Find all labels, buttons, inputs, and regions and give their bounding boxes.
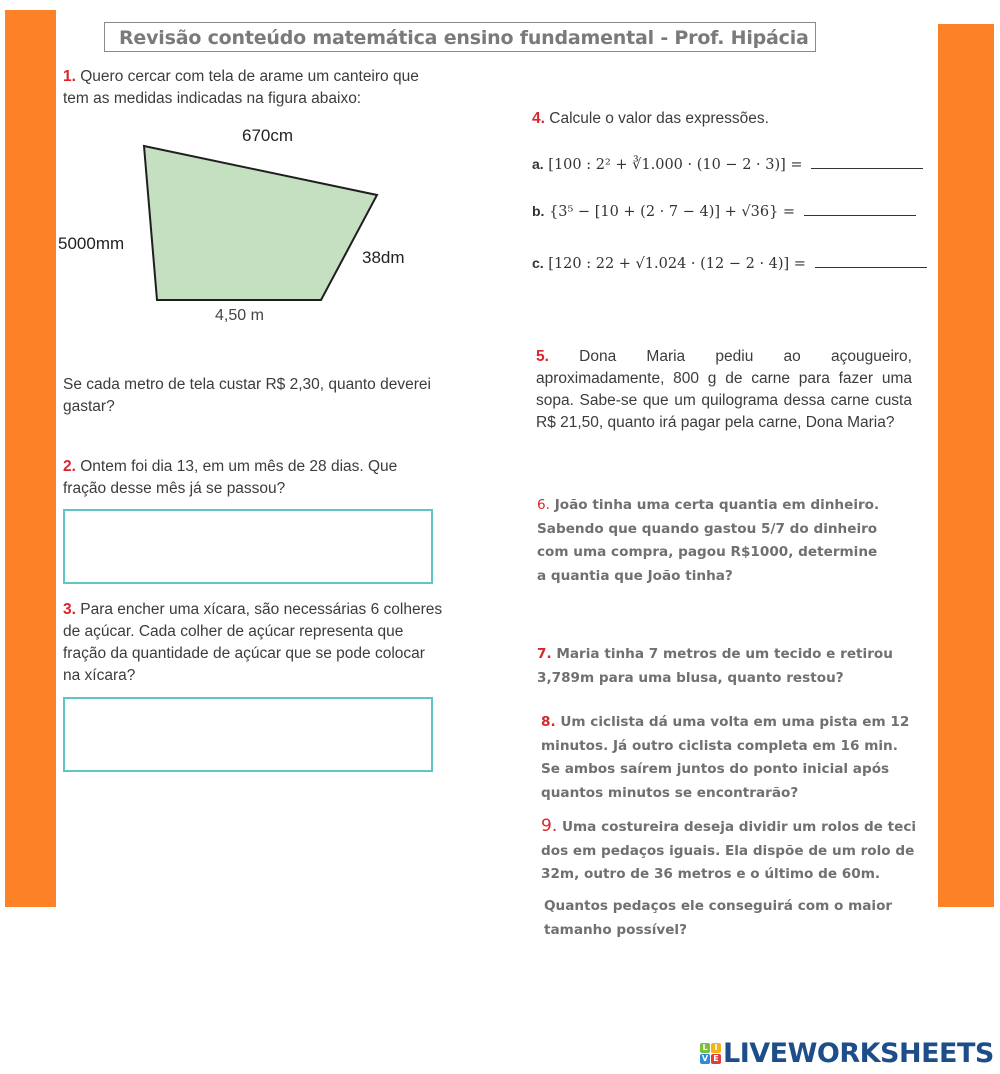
- question-number: 3.: [63, 601, 76, 618]
- question-number: 9.: [541, 816, 558, 836]
- question-number: 4.: [532, 110, 545, 127]
- question-text: Quero cercar com tela de arame um canteiro que tem as medidas indicadas na figura abaixo:: [63, 68, 419, 107]
- figure-label-left: 5000mm: [58, 234, 125, 253]
- expression-text: {3⁵ − [10 + (2 · 7 − 4)] + √36} =: [549, 204, 796, 220]
- answer-box-q2[interactable]: [63, 509, 433, 584]
- liveworksheets-logo[interactable]: [700, 1038, 994, 1068]
- expression-c: [532, 255, 927, 272]
- question-line: dos em pedaços iguais. Ela dispõe de um rolo de: [541, 842, 915, 859]
- logo-block-i: I: [711, 1043, 721, 1053]
- question-6: [537, 494, 917, 588]
- answer-blank-b[interactable]: [804, 215, 916, 216]
- question-line: 3,789m para uma blusa, quanto restou?: [537, 669, 844, 686]
- question-9-continuation: [544, 895, 944, 942]
- expression-label: c.: [532, 255, 544, 271]
- question-text: Dona Maria pediu ao açougueiro, aproximadamente, 800 g de carne para fazer uma sopa. Sabe-se que um quilograma dessa carne custa R$ 21,50, quanto irá pagar pela carne, Dona Maria?: [536, 348, 912, 431]
- question-line: Maria tinha 7 metros de um tecido e retirou: [556, 646, 893, 662]
- expression-label: b.: [532, 203, 545, 219]
- question-text: Para encher uma xícara, são necessárias 6 colheres de açúcar. Cada colher de açúcar representa que fração da quantidade de açúcar que se pode colocar na xícara?: [63, 601, 443, 684]
- expression-label: a.: [532, 156, 544, 172]
- answer-blank-a[interactable]: [811, 168, 923, 169]
- question-number: 5.: [536, 348, 549, 365]
- figure-label-bottom: 4,50 m: [215, 307, 264, 324]
- question-number: 6.: [537, 497, 550, 513]
- question-2: [63, 456, 443, 500]
- answer-box-q3[interactable]: [63, 697, 433, 772]
- expression-text: [120 : 22 + √1.024 · (12 − 2 · 4)] =: [548, 256, 806, 272]
- question-text: Calcule o valor das expressões.: [549, 110, 769, 127]
- logo-block-l: L: [700, 1043, 710, 1053]
- question-5: [536, 346, 912, 434]
- question-4: [532, 108, 769, 130]
- expression-text: [100 : 2² + ∛1.000 · (10 − 2 · 3)] =: [548, 157, 803, 173]
- expression-a: [532, 156, 923, 173]
- question-7: [537, 643, 927, 690]
- figure-label-top: 670cm: [242, 126, 294, 145]
- logo-text: LIVEWORKSHEETS: [723, 1037, 994, 1069]
- logo-block-e: E: [711, 1054, 721, 1064]
- logo-block-v: V: [701, 1054, 709, 1063]
- question-number: 2.: [63, 458, 76, 475]
- question-8: [541, 711, 936, 805]
- question-line: com uma compra, pagou R$1000, determine: [537, 544, 878, 560]
- question-line: tamanho possível?: [544, 921, 687, 938]
- live-blocks-icon: [700, 1043, 721, 1064]
- question-line: quantos minutos se encontrarão?: [541, 784, 799, 801]
- question-1-cost: Se cada metro de tela custar R$ 2,30, quanto deverei gastar?: [63, 376, 431, 415]
- question-9: [541, 815, 951, 887]
- question-line: Uma costureira deseja dividir um rolos de teci: [561, 819, 917, 835]
- question-line: minutos. Já outro ciclista completa em 16 min.: [541, 737, 898, 754]
- answer-blank-c[interactable]: [815, 267, 927, 268]
- question-line: Se ambos saírem juntos do ponto inicial após: [541, 761, 890, 777]
- question-line: a quantia que João tinha?: [537, 567, 733, 584]
- question-number: 7.: [537, 646, 552, 662]
- question-number: 1.: [63, 68, 76, 85]
- question-line: Quantos pedaços ele conseguirá com o maior: [544, 898, 893, 914]
- garden-bed-figure: [0, 0, 450, 340]
- question-line: João tinha uma certa quantia em dinheiro.: [554, 497, 880, 513]
- question-text: Ontem foi dia 13, em um mês de 28 dias. Que fração desse mês já se passou?: [63, 458, 398, 497]
- expression-b: [532, 203, 916, 220]
- question-line: Um ciclista dá uma volta em uma pista em 12: [560, 714, 910, 730]
- question-line: Sabendo que quando gastou 5/7 do dinheiro: [537, 520, 878, 537]
- figure-label-right: 38dm: [362, 248, 405, 267]
- page-title: Revisão conteúdo matemática ensino fundamental - Prof. Hipácia: [104, 22, 816, 52]
- question-line: 32m, outro de 36 metros e o último de 60m.: [541, 866, 881, 882]
- right-accent-bar: [938, 24, 994, 907]
- question-number: 8.: [541, 714, 556, 730]
- question-3: [63, 599, 443, 687]
